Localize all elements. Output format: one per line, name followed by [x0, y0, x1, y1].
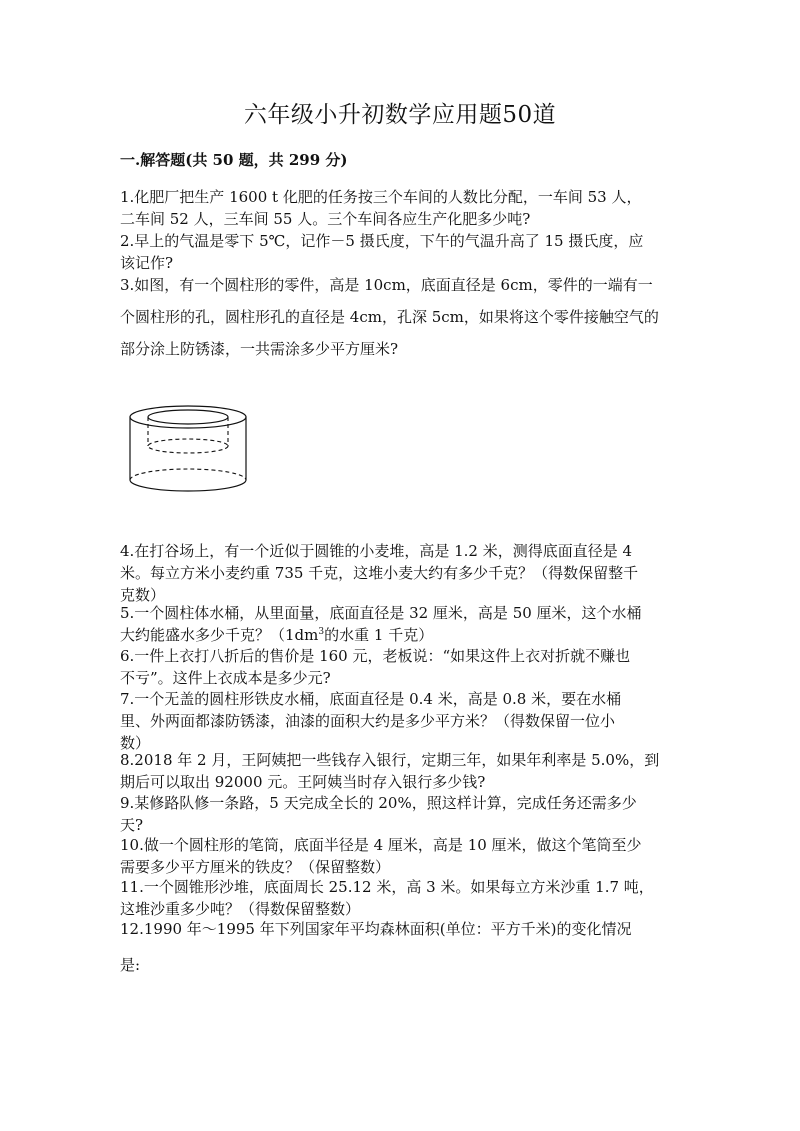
question-6	[120, 645, 680, 689]
question-line: 2.早上的气温是零下 5℃，记作－5 摄氏度，下午的气温升高了 15 摄氏度，应	[120, 232, 644, 250]
question-line: 6.一件上衣打八折后的售价是 160 元，老板说：“如果这件上衣对折就不赚也	[120, 647, 631, 665]
question-line: 10.做一个圆柱形的笔筒，底面半径是 4 厘米，高是 10 厘米，做这个笔筒至少	[120, 836, 642, 854]
question-line: 需要多少平方厘米的铁皮？（保留整数）	[120, 858, 391, 876]
section-heading: 一.解答题(共 50 题，共 299 分)	[120, 151, 348, 169]
question-line: 克数）	[120, 586, 166, 604]
question-line: 1.化肥厂把生产 1600 t 化肥的任务按三个车间的人数比分配，一车间 53 人，	[120, 188, 642, 206]
question-line: 3.如图，有一个圆柱形的零件，高是 10cm，底面直径是 6cm，零件的一端有一	[120, 276, 653, 294]
question-line: 数）	[120, 734, 151, 752]
question-line: 7.一个无盖的圆柱形铁皮水桶，底面直径是 0.4 米，高是 0.8 米，要在水桶	[120, 690, 622, 708]
question-line: 期后可以取出 92000 元。王阿姨当时存入银行多少钱?	[120, 773, 486, 791]
question-line: 二车间 52 人，三车间 55 人。三个车间各应生产化肥多少吨?	[120, 210, 531, 228]
question-line: 部分涂上防锈漆，一共需涂多少平方厘米?	[120, 340, 399, 358]
question-line: 12.1990 年～1995 年下列国家年平均森林面积(单位：平方千米)的变化情况	[120, 920, 632, 938]
question-3	[120, 270, 680, 365]
question-line: 该记作?	[120, 254, 174, 272]
question-11	[120, 876, 680, 920]
outer-bottom-front	[130, 480, 246, 491]
outer-top-ellipse	[130, 406, 246, 428]
question-line: 天?	[120, 816, 144, 834]
question-line: 11.一个圆锥形沙堆，底面周长 25.12 米，高 3 米。如果每立方米沙重 1.7 吨，	[120, 878, 654, 896]
question-line: 5.一个圆柱体水桶，从里面量，底面直径是 32 厘米，高是 50 厘米，这个水桶	[120, 604, 642, 622]
question-12	[120, 918, 680, 976]
question-2	[120, 230, 680, 274]
question-4	[120, 540, 680, 606]
question-8	[120, 749, 680, 793]
cylinder-part-figure	[128, 402, 258, 497]
question-line: 不亏”。这件上衣成本是多少元?	[120, 669, 331, 687]
question-10	[120, 834, 680, 878]
question-text: 大约能盛水多少千克？（1dm	[120, 626, 319, 644]
question-1	[120, 186, 680, 230]
hole-top-ellipse	[148, 410, 228, 424]
question-line: 8.2018 年 2 月，王阿姨把一些钱存入银行，定期三年，如果年利率是 5.0%，到	[120, 751, 660, 769]
question-line: 这堆沙重多少吨？（得数保留整数）	[120, 900, 361, 918]
question-5	[120, 602, 680, 646]
outer-bottom-back	[130, 469, 246, 480]
question-line: 里、外两面都漆防锈漆，油漆的面积大约是多少平方米？（得数保留一位小	[120, 712, 616, 730]
question-line: 米。每立方米小麦约重 735 千克，这堆小麦大约有多少千克？（得数保留整千	[120, 564, 639, 582]
hole-bottom-ellipse	[148, 439, 228, 453]
question-line	[120, 624, 680, 646]
question-line: 9.某修路队修一条路，5 天完成全长的 20%，照这样计算，完成任务还需多少	[120, 794, 637, 812]
superscript: 3	[318, 627, 325, 637]
question-line: 个圆柱形的孔，圆柱形孔的直径是 4cm，孔深 5cm，如果将这个零件接触空气的	[120, 308, 659, 326]
question-line: 是:	[120, 956, 141, 974]
question-text: 的水重 1 千克）	[324, 626, 434, 644]
page-title: 六年级小升初数学应用题50道	[243, 102, 557, 128]
question-line: 4.在打谷场上，有一个近似于圆锥的小麦堆，高是 1.2 米，测得底面直径是 4	[120, 542, 633, 560]
question-7	[120, 688, 680, 754]
question-9	[120, 792, 680, 836]
